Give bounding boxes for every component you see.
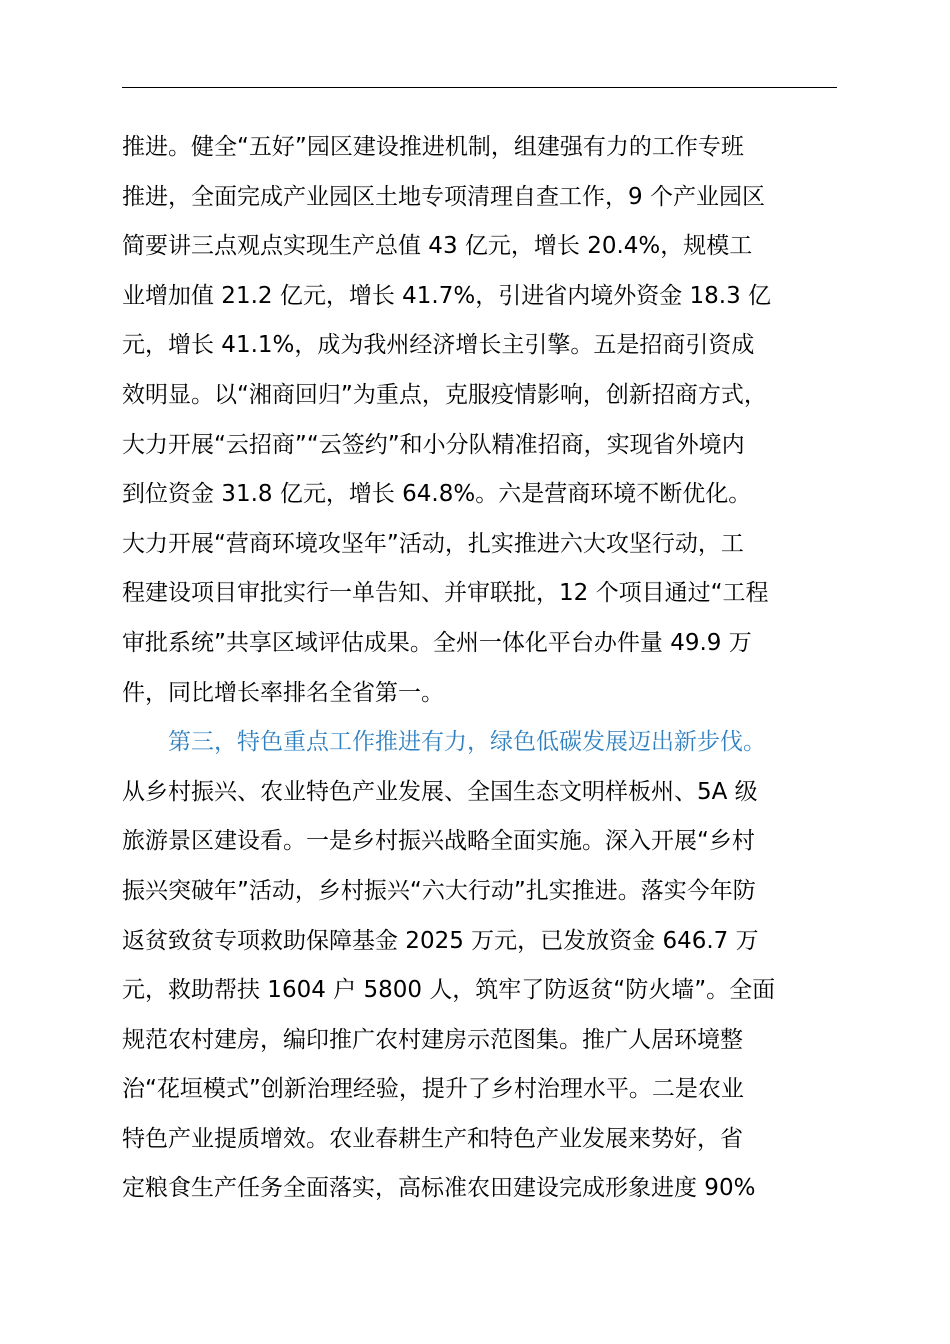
text-line: 规范农村建房，编印推广农村建房示范图集。推广人居环境整 [122, 1026, 743, 1053]
text-line: 件，同比增长率排名全省第一。 [122, 679, 444, 706]
document-body [122, 123, 842, 1214]
text-line: 治“花垣模式”创新治理经验，提升了乡村治理水平。二是农业 [122, 1076, 744, 1103]
text-line: 返贫致贫专项救助保障基金 2025 万元，已发放资金 646.7 万 [122, 927, 759, 954]
text-line: 程建设项目审批实行一单告知、并审联批，12 个项目通过“工程 [122, 580, 769, 607]
text-line: 到位资金 31.8 亿元，增长 64.8%。六是营商环境不断优化。 [122, 481, 752, 508]
text-line: 元，增长 41.1%，成为我州经济增长主引擎。五是招商引资成 [122, 332, 755, 359]
text-line: 简要讲三点观点实现生产总值 43 亿元，增长 20.4%，规模工 [122, 233, 753, 260]
text-line: 定粮食生产任务全面落实，高标准农田建设完成形象进度 90% [122, 1175, 756, 1202]
text-line: 业增加值 21.2 亿元，增长 41.7%，引进省内境外资金 18.3 亿 [122, 282, 772, 309]
section-heading: 第三，特色重点工作推进有力，绿色低碳发展迈出新步伐。 [122, 729, 766, 756]
text-line: 振兴突破年”活动，乡村振兴“六大行动”扎实推进。落实今年防 [122, 877, 756, 904]
text-line: 审批系统”共享区域评估成果。全州一体化平台办件量 49.9 万 [122, 629, 752, 656]
text-line: 特色产业提质增效。农业春耕生产和特色产业发展来势好，省 [122, 1125, 743, 1152]
text-line: 从乡村振兴、农业特色产业发展、全国生态文明样板州、5A 级 [122, 778, 758, 805]
header-rule [122, 87, 837, 88]
text-line: 推进。健全“五好”园区建设推进机制，组建强有力的工作专班 [122, 134, 744, 160]
text-line: 大力开展“营商环境攻坚年”活动，扎实推进六大攻坚行动，工 [122, 530, 744, 557]
text-line: 推进，全面完成产业园区土地专项清理自查工作，9 个产业园区 [122, 183, 765, 210]
text-line: 元，救助帮扶 1604 户 5800 人，筑牢了防返贫“防火墙”。全面 [122, 977, 776, 1004]
text-line: 效明显。以“湘商回归”为重点，克服疫情影响，创新招商方式， [122, 381, 767, 408]
text-line: 旅游景区建设看。一是乡村振兴战略全面实施。深入开展“乡村 [122, 828, 755, 855]
text-line: 大力开展“云招商”“云签约”和小分队精准招商，实现省外境内 [122, 431, 745, 458]
